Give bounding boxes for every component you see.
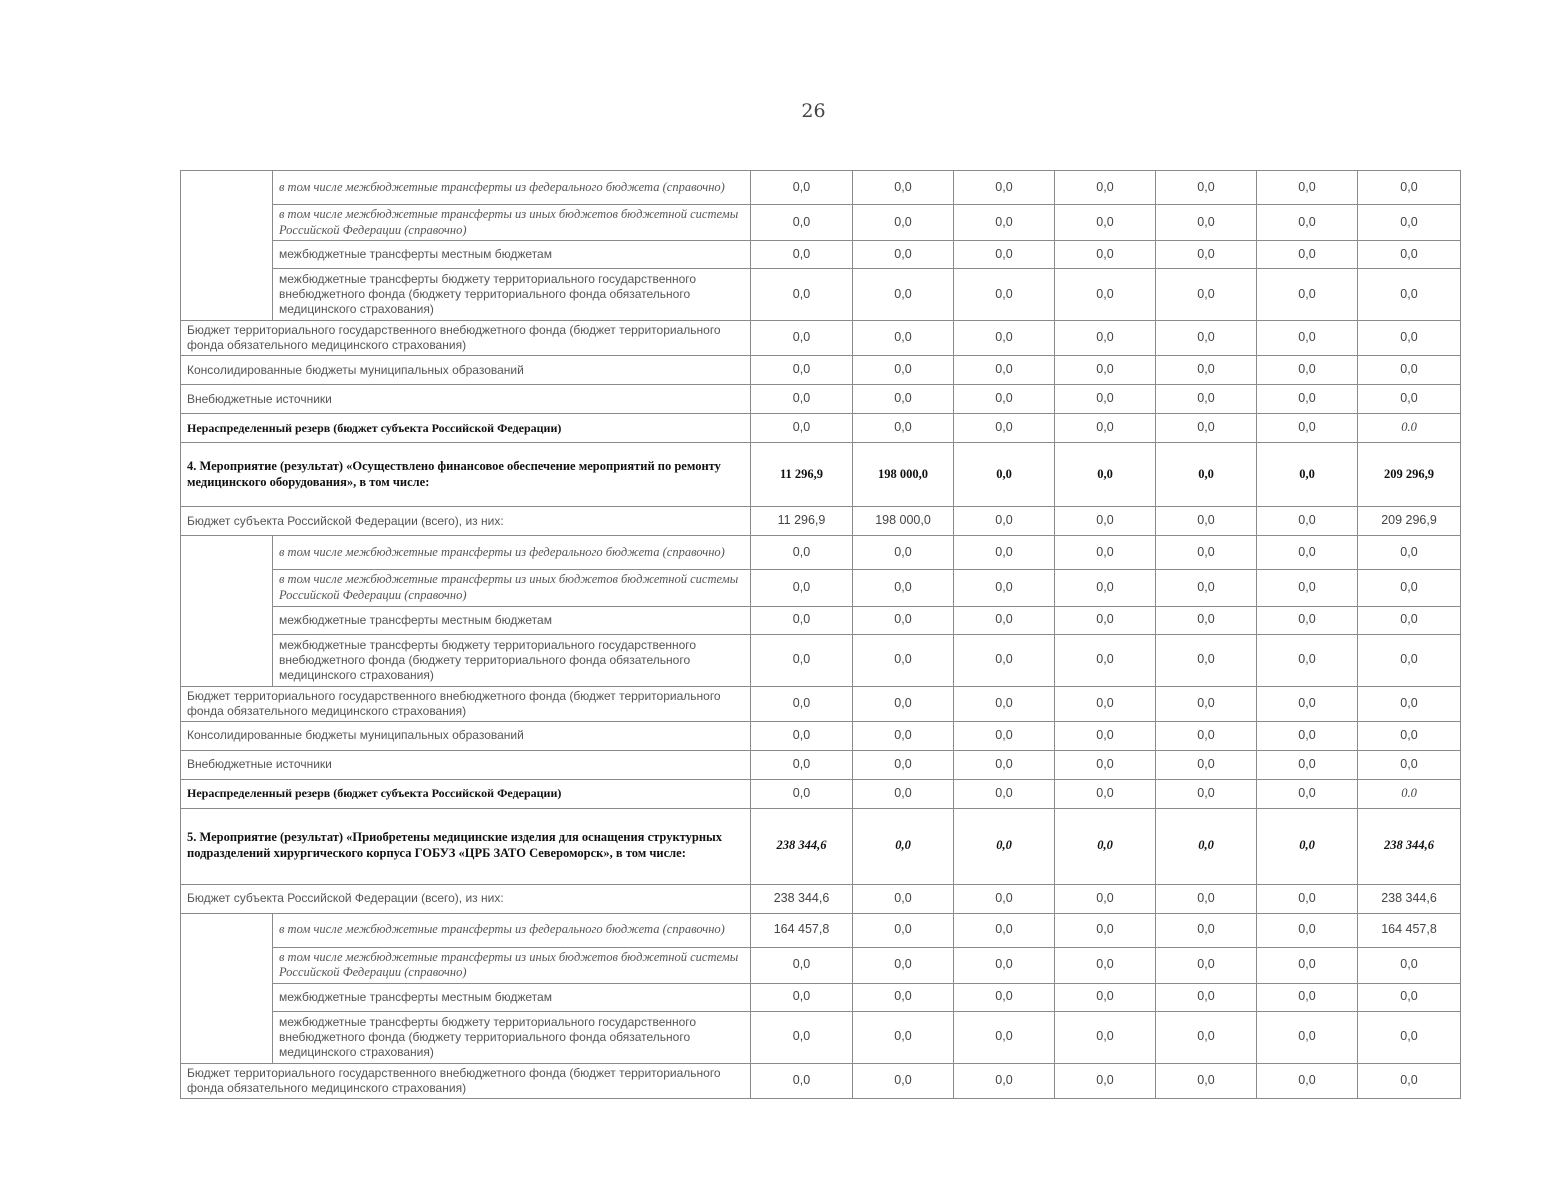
value-cell-col-4: 0,0 [1055, 321, 1156, 356]
value-cell-col-5: 0,0 [1156, 269, 1257, 321]
value-cell-col-6: 0,0 [1257, 570, 1358, 606]
row-label: межбюджетные трансферты местным бюджетам [273, 983, 751, 1011]
value-cell-col-4: 0,0 [1055, 536, 1156, 570]
value-cell-col-1: 0,0 [751, 750, 853, 779]
table-row [181, 269, 1461, 321]
value-cell-col-7: 0,0 [1358, 686, 1461, 721]
value-cell-col-6: 0,0 [1257, 241, 1358, 269]
value-cell-col-6: 0,0 [1257, 808, 1358, 884]
value-cell-col-7: 0,0 [1358, 606, 1461, 634]
value-cell-col-2: 0,0 [853, 241, 954, 269]
value-cell-col-5: 0,0 [1156, 1063, 1257, 1098]
row-label: в том числе межбюджетные трансферты из иных бюджетов бюджетной системы Российской Федерации (справочно) [273, 947, 751, 983]
table-row [181, 1063, 1461, 1098]
value-cell-col-4: 0,0 [1055, 606, 1156, 634]
table-row [181, 536, 1461, 570]
page-number: 26 [801, 100, 826, 122]
indent-cell [181, 913, 273, 1063]
value-cell-col-3: 0,0 [954, 356, 1055, 385]
value-cell-col-2: 0,0 [853, 321, 954, 356]
row-label: межбюджетные трансферты бюджету территориального государственного внебюджетного фонда (бюджету территориального фонда обязательного медицинского страхования) [273, 269, 751, 321]
value-cell-col-5: 0,0 [1156, 171, 1257, 205]
row-label: Бюджет территориального государственного внебюджетного фонда (бюджет территориального фонда обязательного медицинского страхования) [181, 321, 751, 356]
value-cell-col-7: 0,0 [1358, 750, 1461, 779]
value-cell-col-3: 0,0 [954, 884, 1055, 913]
value-cell-col-7: 0.0 [1358, 414, 1461, 443]
value-cell-col-1: 0,0 [751, 606, 853, 634]
value-cell-col-1: 11 296,9 [751, 507, 853, 536]
value-cell-col-4: 0,0 [1055, 808, 1156, 884]
value-cell-col-1: 0,0 [751, 205, 853, 241]
value-cell-col-1: 0,0 [751, 536, 853, 570]
table-row [181, 570, 1461, 606]
table-row [181, 385, 1461, 414]
value-cell-col-7: 0,0 [1358, 1063, 1461, 1098]
value-cell-col-1: 11 296,9 [751, 443, 853, 507]
value-cell-col-4: 0,0 [1055, 913, 1156, 947]
table-row [181, 634, 1461, 686]
value-cell-col-4: 0,0 [1055, 1063, 1156, 1098]
value-cell-col-2: 0,0 [853, 269, 954, 321]
value-cell-col-1: 238 344,6 [751, 884, 853, 913]
value-cell-col-2: 0,0 [853, 983, 954, 1011]
value-cell-col-2: 0,0 [853, 750, 954, 779]
value-cell-col-6: 0,0 [1257, 269, 1358, 321]
value-cell-col-1: 0,0 [751, 947, 853, 983]
row-label: в том числе межбюджетные трансферты из федерального бюджета (справочно) [273, 913, 751, 947]
value-cell-col-1: 164 457,8 [751, 913, 853, 947]
row-label: Бюджет субъекта Российской Федерации (всего), из них: [181, 884, 751, 913]
table-row [181, 171, 1461, 205]
value-cell-col-1: 0,0 [751, 721, 853, 750]
value-cell-col-5: 0,0 [1156, 947, 1257, 983]
value-cell-col-4: 0,0 [1055, 171, 1156, 205]
row-label: межбюджетные трансферты местным бюджетам [273, 241, 751, 269]
value-cell-col-1: 0,0 [751, 356, 853, 385]
value-cell-col-5: 0,0 [1156, 356, 1257, 385]
value-cell-col-2: 0,0 [853, 570, 954, 606]
value-cell-col-5: 0,0 [1156, 414, 1257, 443]
value-cell-col-6: 0,0 [1257, 779, 1358, 808]
value-cell-col-6: 0,0 [1257, 750, 1358, 779]
value-cell-col-5: 0,0 [1156, 205, 1257, 241]
value-cell-col-1: 0,0 [751, 241, 853, 269]
value-cell-col-4: 0,0 [1055, 241, 1156, 269]
value-cell-col-3: 0,0 [954, 385, 1055, 414]
measure-header-row [181, 443, 1461, 507]
value-cell-col-2: 0,0 [853, 356, 954, 385]
value-cell-col-4: 0,0 [1055, 983, 1156, 1011]
value-cell-col-3: 0,0 [954, 721, 1055, 750]
row-label: Консолидированные бюджеты муниципальных образований [181, 356, 751, 385]
value-cell-col-7: 0,0 [1358, 570, 1461, 606]
value-cell-col-7: 0,0 [1358, 983, 1461, 1011]
value-cell-col-2: 198 000,0 [853, 443, 954, 507]
value-cell-col-7: 164 457,8 [1358, 913, 1461, 947]
value-cell-col-7: 209 296,9 [1358, 507, 1461, 536]
row-label: в том числе межбюджетные трансферты из федерального бюджета (справочно) [273, 171, 751, 205]
row-label: 4. Мероприятие (результат) «Осуществлено финансовое обеспечение мероприятий по ремонту медицинского оборудования», в том числе: [181, 443, 751, 507]
value-cell-col-1: 0,0 [751, 983, 853, 1011]
value-cell-col-3: 0,0 [954, 507, 1055, 536]
table-row [181, 606, 1461, 634]
value-cell-col-1: 0,0 [751, 269, 853, 321]
value-cell-col-1: 0,0 [751, 171, 853, 205]
row-label: Бюджет территориального государственного внебюджетного фонда (бюджет территориального фонда обязательного медицинского страхования) [181, 1063, 751, 1098]
value-cell-col-5: 0,0 [1156, 443, 1257, 507]
value-cell-col-7: 0,0 [1358, 171, 1461, 205]
row-label: 5. Мероприятие (результат) «Приобретены медицинские изделия для оснащения структурных подразделений хирургического корпуса ГОБУЗ «ЦРБ ЗАТО Североморск», в том числе: [181, 808, 751, 884]
value-cell-col-2: 0,0 [853, 606, 954, 634]
value-cell-col-2: 0,0 [853, 913, 954, 947]
value-cell-col-2: 0,0 [853, 721, 954, 750]
value-cell-col-3: 0,0 [954, 536, 1055, 570]
value-cell-col-1: 0,0 [751, 1063, 853, 1098]
row-label: межбюджетные трансферты бюджету территориального государственного внебюджетного фонда (бюджету территориального фонда обязательного медицинского страхования) [273, 1011, 751, 1063]
value-cell-col-6: 0,0 [1257, 983, 1358, 1011]
value-cell-col-6: 0,0 [1257, 205, 1358, 241]
value-cell-col-6: 0,0 [1257, 536, 1358, 570]
value-cell-col-3: 0,0 [954, 205, 1055, 241]
table-row [181, 884, 1461, 913]
value-cell-col-7: 0,0 [1358, 385, 1461, 414]
value-cell-col-5: 0,0 [1156, 779, 1257, 808]
value-cell-col-2: 0,0 [853, 884, 954, 913]
value-cell-col-7: 209 296,9 [1358, 443, 1461, 507]
value-cell-col-3: 0,0 [954, 750, 1055, 779]
value-cell-col-7: 0,0 [1358, 321, 1461, 356]
table-row [181, 779, 1461, 808]
value-cell-col-5: 0,0 [1156, 983, 1257, 1011]
value-cell-col-6: 0,0 [1257, 634, 1358, 686]
value-cell-col-1: 0,0 [751, 1011, 853, 1063]
value-cell-col-7: 0,0 [1358, 634, 1461, 686]
value-cell-col-5: 0,0 [1156, 241, 1257, 269]
value-cell-col-7: 0,0 [1358, 269, 1461, 321]
value-cell-col-2: 0,0 [853, 779, 954, 808]
value-cell-col-6: 0,0 [1257, 947, 1358, 983]
value-cell-col-7: 0,0 [1358, 241, 1461, 269]
value-cell-col-6: 0,0 [1257, 606, 1358, 634]
value-cell-col-3: 0,0 [954, 171, 1055, 205]
indent-cell [181, 536, 273, 686]
value-cell-col-1: 0,0 [751, 414, 853, 443]
value-cell-col-4: 0,0 [1055, 507, 1156, 536]
value-cell-col-7: 0,0 [1358, 947, 1461, 983]
row-label: Бюджет территориального государственного внебюджетного фонда (бюджет территориального фонда обязательного медицинского страхования) [181, 686, 751, 721]
value-cell-col-4: 0,0 [1055, 570, 1156, 606]
value-cell-col-2: 0,0 [853, 947, 954, 983]
table-row [181, 414, 1461, 443]
budget-table [180, 170, 1461, 1099]
value-cell-col-2: 0,0 [853, 385, 954, 414]
value-cell-col-3: 0,0 [954, 1011, 1055, 1063]
table-row [181, 983, 1461, 1011]
value-cell-col-6: 0,0 [1257, 385, 1358, 414]
table-row [181, 947, 1461, 983]
value-cell-col-7: 0,0 [1358, 356, 1461, 385]
value-cell-col-4: 0,0 [1055, 1011, 1156, 1063]
table-row [181, 1011, 1461, 1063]
value-cell-col-6: 0,0 [1257, 507, 1358, 536]
table-row [181, 507, 1461, 536]
value-cell-col-5: 0,0 [1156, 385, 1257, 414]
value-cell-col-3: 0,0 [954, 913, 1055, 947]
value-cell-col-5: 0,0 [1156, 570, 1257, 606]
row-label: Бюджет субъекта Российской Федерации (всего), из них: [181, 507, 751, 536]
value-cell-col-7: 0,0 [1358, 536, 1461, 570]
value-cell-col-7: 0.0 [1358, 779, 1461, 808]
value-cell-col-5: 0,0 [1156, 606, 1257, 634]
value-cell-col-2: 198 000,0 [853, 507, 954, 536]
value-cell-col-5: 0,0 [1156, 536, 1257, 570]
row-label: межбюджетные трансферты местным бюджетам [273, 606, 751, 634]
value-cell-col-3: 0,0 [954, 443, 1055, 507]
value-cell-col-3: 0,0 [954, 414, 1055, 443]
measure-header-row [181, 808, 1461, 884]
value-cell-col-1: 238 344,6 [751, 808, 853, 884]
value-cell-col-7: 0,0 [1358, 205, 1461, 241]
value-cell-col-4: 0,0 [1055, 414, 1156, 443]
value-cell-col-6: 0,0 [1257, 1011, 1358, 1063]
value-cell-col-6: 0,0 [1257, 721, 1358, 750]
value-cell-col-2: 0,0 [853, 808, 954, 884]
value-cell-col-1: 0,0 [751, 779, 853, 808]
row-label: Нераспределенный резерв (бюджет субъекта Российской Федерации) [181, 414, 751, 443]
value-cell-col-6: 0,0 [1257, 1063, 1358, 1098]
value-cell-col-2: 0,0 [853, 536, 954, 570]
row-label: в том числе межбюджетные трансферты из иных бюджетов бюджетной системы Российской Федерации (справочно) [273, 570, 751, 606]
value-cell-col-2: 0,0 [853, 414, 954, 443]
value-cell-col-2: 0,0 [853, 1063, 954, 1098]
value-cell-col-4: 0,0 [1055, 884, 1156, 913]
row-label: межбюджетные трансферты бюджету территориального государственного внебюджетного фонда (бюджету территориального фонда обязательного медицинского страхования) [273, 634, 751, 686]
indent-cell [181, 171, 273, 321]
value-cell-col-7: 0,0 [1358, 1011, 1461, 1063]
value-cell-col-4: 0,0 [1055, 721, 1156, 750]
value-cell-col-3: 0,0 [954, 606, 1055, 634]
value-cell-col-4: 0,0 [1055, 385, 1156, 414]
value-cell-col-6: 0,0 [1257, 414, 1358, 443]
value-cell-col-3: 0,0 [954, 947, 1055, 983]
row-label: Нераспределенный резерв (бюджет субъекта Российской Федерации) [181, 779, 751, 808]
table-row [181, 241, 1461, 269]
row-label: Внебюджетные источники [181, 750, 751, 779]
value-cell-col-5: 0,0 [1156, 634, 1257, 686]
value-cell-col-1: 0,0 [751, 321, 853, 356]
value-cell-col-5: 0,0 [1156, 884, 1257, 913]
value-cell-col-4: 0,0 [1055, 205, 1156, 241]
value-cell-col-4: 0,0 [1055, 750, 1156, 779]
value-cell-col-3: 0,0 [954, 241, 1055, 269]
value-cell-col-6: 0,0 [1257, 443, 1358, 507]
value-cell-col-2: 0,0 [853, 1011, 954, 1063]
value-cell-col-7: 238 344,6 [1358, 884, 1461, 913]
table-row [181, 721, 1461, 750]
value-cell-col-3: 0,0 [954, 983, 1055, 1011]
value-cell-col-2: 0,0 [853, 171, 954, 205]
value-cell-col-3: 0,0 [954, 1063, 1055, 1098]
value-cell-col-4: 0,0 [1055, 779, 1156, 808]
value-cell-col-4: 0,0 [1055, 686, 1156, 721]
value-cell-col-2: 0,0 [853, 205, 954, 241]
value-cell-col-1: 0,0 [751, 634, 853, 686]
value-cell-col-3: 0,0 [954, 634, 1055, 686]
row-label: Консолидированные бюджеты муниципальных образований [181, 721, 751, 750]
value-cell-col-6: 0,0 [1257, 321, 1358, 356]
value-cell-col-5: 0,0 [1156, 1011, 1257, 1063]
table-row [181, 205, 1461, 241]
value-cell-col-4: 0,0 [1055, 356, 1156, 385]
row-label: в том числе межбюджетные трансферты из иных бюджетов бюджетной системы Российской Федерации (справочно) [273, 205, 751, 241]
value-cell-col-5: 0,0 [1156, 321, 1257, 356]
value-cell-col-6: 0,0 [1257, 686, 1358, 721]
value-cell-col-5: 0,0 [1156, 913, 1257, 947]
table-row [181, 750, 1461, 779]
table-row [181, 321, 1461, 356]
value-cell-col-3: 0,0 [954, 570, 1055, 606]
value-cell-col-7: 238 344,6 [1358, 808, 1461, 884]
value-cell-col-6: 0,0 [1257, 884, 1358, 913]
row-label: Внебюджетные источники [181, 385, 751, 414]
value-cell-col-5: 0,0 [1156, 750, 1257, 779]
table-row [181, 686, 1461, 721]
value-cell-col-1: 0,0 [751, 686, 853, 721]
value-cell-col-3: 0,0 [954, 779, 1055, 808]
value-cell-col-6: 0,0 [1257, 913, 1358, 947]
value-cell-col-1: 0,0 [751, 570, 853, 606]
value-cell-col-3: 0,0 [954, 269, 1055, 321]
value-cell-col-1: 0,0 [751, 385, 853, 414]
row-label: в том числе межбюджетные трансферты из федерального бюджета (справочно) [273, 536, 751, 570]
value-cell-col-4: 0,0 [1055, 443, 1156, 507]
value-cell-col-4: 0,0 [1055, 947, 1156, 983]
value-cell-col-5: 0,0 [1156, 808, 1257, 884]
value-cell-col-2: 0,0 [853, 634, 954, 686]
table-row [181, 356, 1461, 385]
value-cell-col-6: 0,0 [1257, 356, 1358, 385]
value-cell-col-5: 0,0 [1156, 507, 1257, 536]
value-cell-col-5: 0,0 [1156, 686, 1257, 721]
table-row [181, 913, 1461, 947]
value-cell-col-3: 0,0 [954, 321, 1055, 356]
value-cell-col-2: 0,0 [853, 686, 954, 721]
value-cell-col-6: 0,0 [1257, 171, 1358, 205]
value-cell-col-5: 0,0 [1156, 721, 1257, 750]
value-cell-col-3: 0,0 [954, 808, 1055, 884]
value-cell-col-4: 0,0 [1055, 634, 1156, 686]
value-cell-col-7: 0,0 [1358, 721, 1461, 750]
value-cell-col-3: 0,0 [954, 686, 1055, 721]
value-cell-col-4: 0,0 [1055, 269, 1156, 321]
